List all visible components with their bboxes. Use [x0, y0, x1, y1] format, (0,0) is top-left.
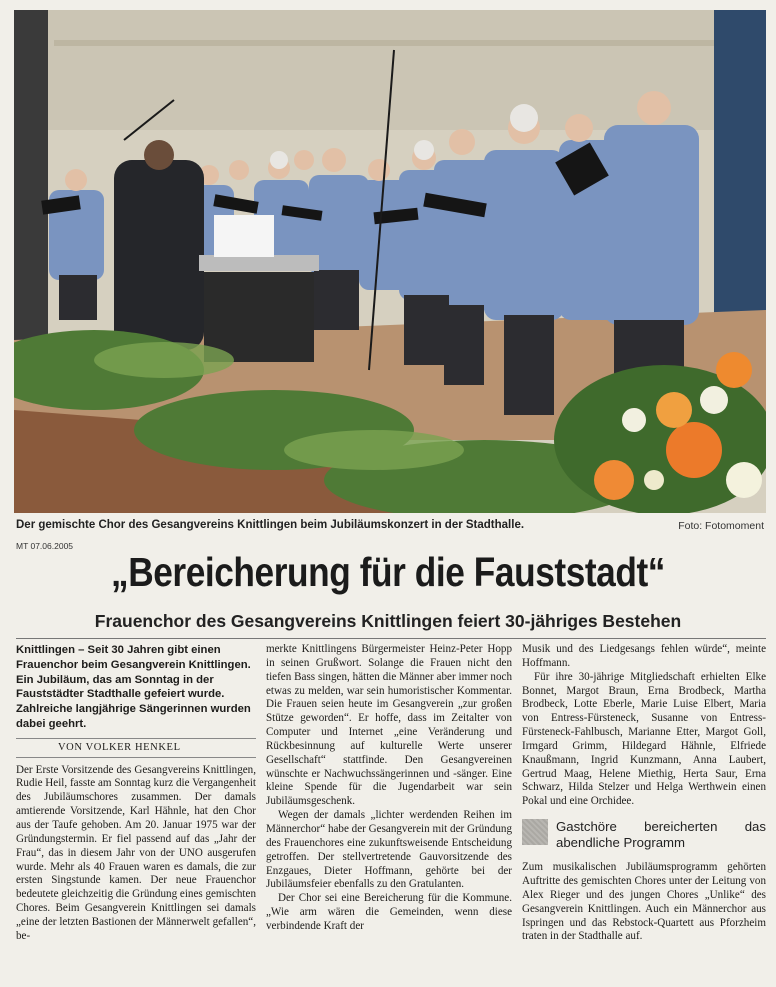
divider	[16, 638, 766, 639]
column-2	[266, 643, 512, 934]
headline: „Bereicherung für die Fauststadt“	[110, 549, 665, 595]
column-3	[522, 643, 766, 944]
section-heading-box	[522, 819, 766, 851]
body-paragraph: Zum musikalischen Jubiläumsprogramm gehörten Auftritte des gemischten Chores unter der Leitung von Alex Rieger und des jungen Chores „Unlike“ des Gesangverein Knittlingen. Auch ein Männerchor aus Ispringen und das Rebstock-Quartett aus Pforzheim traten in der Stadthalle auf.	[522, 861, 766, 943]
heading-marker	[522, 819, 548, 845]
body-paragraph: Der Chor sei eine Bereicherung für die Kommune. „Wie arm wären die Gemeinden, wenn diese verbindende Kraft der	[266, 892, 512, 932]
photo-caption: Der gemischte Chor des Gesangvereins Knittlingen beim Jubiläumskonzert in der Stadthalle.	[16, 519, 525, 531]
byline: VON VOLKER HENKEL	[16, 738, 256, 758]
body-paragraph: Der Erste Vorsitzende des Gesangvereins Knittlingen, Rudie Heil, fasste am Sonntag kurz die Vergangenheit des Jubiläumschores zusammen. Der damals amtierende Vorsitzende, Karl Hähnle, hat den Chor aus der Taufe gehoben. Am 20. Januar 1975 war der Gründungstermin. Er fiel passend auf das „Jahr der Frau“, das in diesem Jahr von der UNO ausgerufen wurde. Mehr als 40 Frauen waren es damals, die zur ersten Singstunde kamen. Der neue Frauenchor bedeutete gleichzeitig die Gründung eines gemischten Chores. Beim Gesangverein Knittlingen sei damals „eine der letzten Bastionen der Männerwelt gefallen“, be-	[16, 763, 256, 942]
column-1	[16, 643, 256, 944]
choir-photo	[14, 10, 766, 513]
intro-paragraph: Knittlingen – Seit 30 Jahren gibt einen Frauenchor beim Gesangverein Knittlingen. Ein Jubiläum, das am Sonntag in der Fauststädter Stadthalle gefeiert wurde. Zahlreiche langjährige Sängerinnen wurden dabei geehrt.	[16, 644, 251, 730]
body-paragraph: Für ihre 30-jährige Mitgliedschaft erhielten Elke Bonnet, Margot Braun, Erna Brodbeck, Martha Brodbeck, Lotte Eberle, Marie Luise Elbert, Maria von Entress-Fürsteneck, Susanne von Entress-Fürsteneck-Fahlbusch, Marianne Etter, Margot Goll, Irmgard Grimm, Hildegard Hähnle, Elfriede Knaußmann, Ingrid Kunzmann, Anna Laubert, Gertrud Maag, Helene Miethig, Herta Saur, Erna Schwarz, Hilda Stelzer und Helga Werthwein einen Pokal und eine Orchidee.	[522, 670, 766, 808]
subheadline: Frauenchor des Gesangvereins Knittlingen feiert 30-jähriges Bestehen	[94, 611, 682, 631]
body-paragraph: merkte Knittlingens Bürgermeister Heinz-Peter Hopp in seinen Grußwort. Solange die Frauen nicht den tiefen Bass singen, hätten die Männer aber immer noch etwas zu melden, war sein humoristischer Kommentar. Die Frauen seien heute im Gesangverein „zur großen Stütze geworden“. Er hoffe, dass im Zeitalter von Computer und Internet „eine Veränderung und Rückbesinnung auf kulturelle Werte unserer Gesellschaft“ stattfinde. Den Gesangvereinen wünschte er Nachwuchssängerinnen und -sänger. Eine kleine Spende für die Jugendarbeit war sein Jubiläumsgeschenk.	[266, 643, 512, 808]
dateline: MT 07.06.2005	[16, 541, 74, 551]
body-paragraph: Wegen der damals „lichter werdenden Reihen im Männerchor“ habe der Gesangverein mit der Gründung des Frauenchores eine zukunftsweisende Entscheidung getroffen. Der stellvertretende Gauvorsitzende des Enzgaues, Dieter Hoffmann, gehörte bei der Jubiläumsfeier ebenfalls zu den Gratulanten.	[266, 809, 512, 891]
choir-photo-illustration	[14, 10, 766, 513]
body-paragraph: Musik und des Liedgesangs fehlen würde“, meinte Hoffmann.	[522, 643, 766, 669]
section-heading: Gastchöre bereicherten das abendliche Programm	[556, 819, 766, 851]
photo-credit: Foto: Fotomoment	[678, 520, 764, 532]
